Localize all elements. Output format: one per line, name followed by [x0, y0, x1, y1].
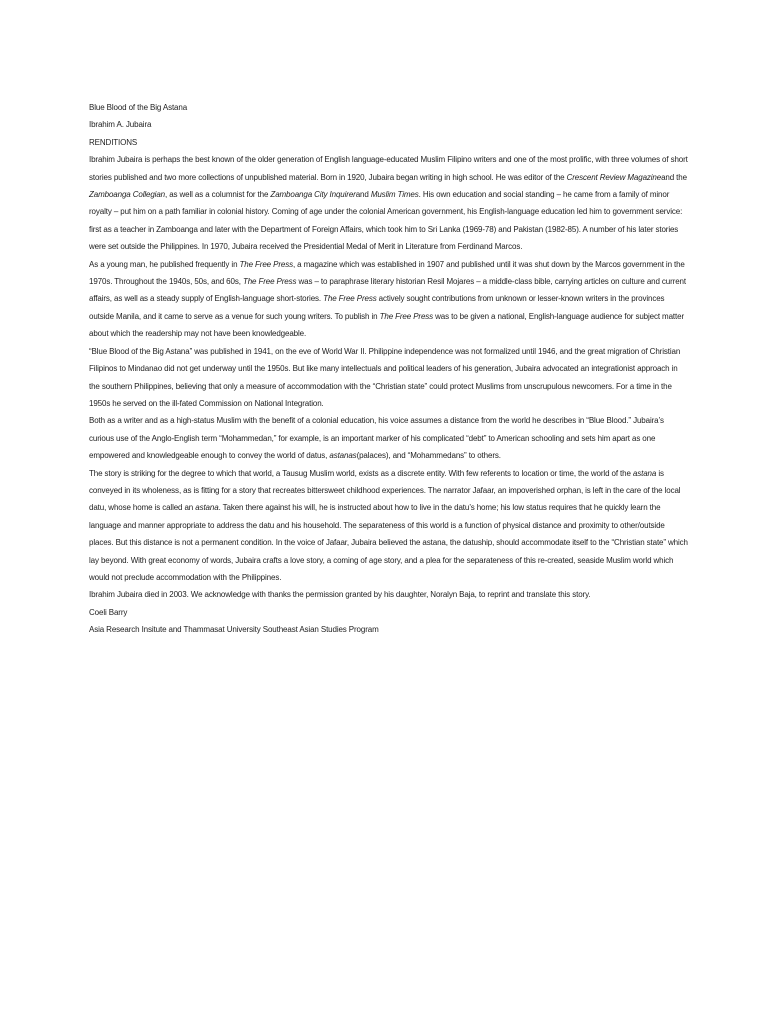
series-label: RENDITIONS: [89, 137, 138, 147]
italic-text-run: astana: [632, 468, 657, 478]
text-run: Ibrahim Jubaira died in 2003. We acknowledge with thanks the permission granted by his daughter, Noralyn Baja, to reprint and translate this story.: [89, 590, 591, 600]
italic-text-run: The Free Press: [379, 311, 434, 321]
text-run: Ibrahim Jubaira is perhaps the best known of the older generation of English language-educated Muslim Filipino writers and one of the most prolific, with three volumes of short stories published and two more collections of unpublished material. Born in 1920, Jubaira began writing in high school. He was editor of the: [89, 155, 688, 182]
italic-text-run: The Free Press: [239, 259, 293, 269]
paragraph-4: [89, 412, 689, 464]
text-run: actively sought contributions from unknown or lesser-known writers in the provinces outside Manila, and it came to serve as a venue for such young writers. To publish in: [89, 294, 665, 321]
text-run: and: [355, 190, 371, 200]
text-run: and the: [661, 172, 687, 182]
text-run: , a magazine which was established in 1907 and published until it was shut down by the Marcos government in the 1970s. Throughout the 1940s, 50s, and 60s,: [89, 259, 685, 287]
italic-text-run: Zamboanga City Inquirer: [270, 190, 356, 200]
italic-text-run: Zamboanga Collegian: [89, 190, 165, 200]
text-run: “Blue Blood of the Big Astana” was published in 1941, on the eve of World War II. Philippine independence was not formalized until 1946, and the great migration of Christian Filipinos to Mindanao did not get underway until the 1950s. But like many intellectuals and political leaders of his generation, Jubaira advocated an integrationist approach in the southern Philippines, believing that only a measure of accommodation with the “Christian state” could protect Muslims from unscrupulous newcomers. For a time in the 1950s he served on the ill-fated Commission on National Integration.: [89, 346, 681, 408]
signature-name: Coeli Barry: [89, 607, 128, 617]
italic-text-run: Muslim Times: [370, 190, 419, 200]
italic-text-run: astana: [195, 503, 219, 513]
italic-text-run: astanas: [329, 451, 357, 461]
paragraph-1: [89, 151, 689, 255]
text-run: , as well as a columnist for the: [165, 190, 271, 200]
text-run: was to be given a national, English-language audience for subject matter about which the readership may not have been knowledgeable.: [89, 311, 685, 339]
author-name: Ibrahim A. Jubaira: [89, 120, 152, 130]
italic-text-run: The Free Press: [323, 294, 377, 304]
text-run: was – to paraphrase literary historian Resil Mojares – a middle-class bible, carrying articles on culture and current affairs, as well as a steady supply of English-language short-stories.: [89, 277, 686, 304]
paragraph-6: [89, 586, 689, 603]
text-run: . Taken there against his will, he is instructed about how to live in the datu’s home; his low status requires that he quickly learn the language and manner appropriate to address the datu and his household. The separateness of this world is a function of physical distance and proximity to other/outside places. But this distance is not a permanent condition. In the voice of Jafaar, Jubaira believed the astana, the datuship, should accommodate itself to the “Christian state” which lay beyond. With great economy of words, Jubaira crafts a love story, a coming of age story, and a plea for the separateness of this re-created, seaside Muslim world which would not preclude accommodation with the Philippines.: [89, 503, 688, 582]
italic-text-run: Crescent Review Magazine: [566, 172, 662, 182]
text-run: . His own education and social standing – he came from a family of minor royalty – put him on a path familiar in colonial history. Coming of age under the colonial American government, his English-language education led him to government service: first as a teacher in Zamboanga and later with the Department of Foreign Affairs, which took him to Sri Lanka (1969-78) and Pakistan (1982-85). A number of his later stories were set outside the Philippines. In 1970, Jubaira received the Presidential Medal of Merit in Literature from Ferdinand Marcos.: [89, 190, 683, 252]
story-title: Blue Blood of the Big Astana: [89, 103, 188, 112]
text-run: As a young man, he published frequently in: [89, 259, 240, 269]
paragraph-5: [89, 465, 689, 587]
text-run: Both as a writer and as a high-status Muslim with the benefit of a colonial education, his voice assumes a distance from the world he describes in “Blue Blood.” Jubaira’s curious use of the Anglo-English term “Mohammedan,” for example, is an important marker of his complicated “debt” to American schooling and sets him apart as one empowered and knowledgeable enough to convey the world of datus,: [89, 416, 664, 461]
italic-text-run: The Free Press: [242, 277, 297, 287]
text-run: is conveyed in its wholeness, as is fitting for a story that recreates bittersweet childhood experiences. The narrator Jafaar, an impoverished orphan, is left in the care of the local datu, whose home is called an: [89, 468, 681, 513]
text-run: The story is striking for the degree to which that world, a Tausug Muslim world, exists as a discrete entity. With few referents to location or time, the world of the: [89, 468, 633, 478]
document-page: [89, 99, 689, 639]
signature-affiliation: Asia Research Insitute and Thammasat University Southeast Asian Studies Program: [89, 625, 379, 635]
paragraph-3: [89, 343, 689, 413]
paragraph-2: [89, 256, 689, 343]
text-run: (palaces), and “Mohammedans” to others.: [356, 451, 501, 461]
